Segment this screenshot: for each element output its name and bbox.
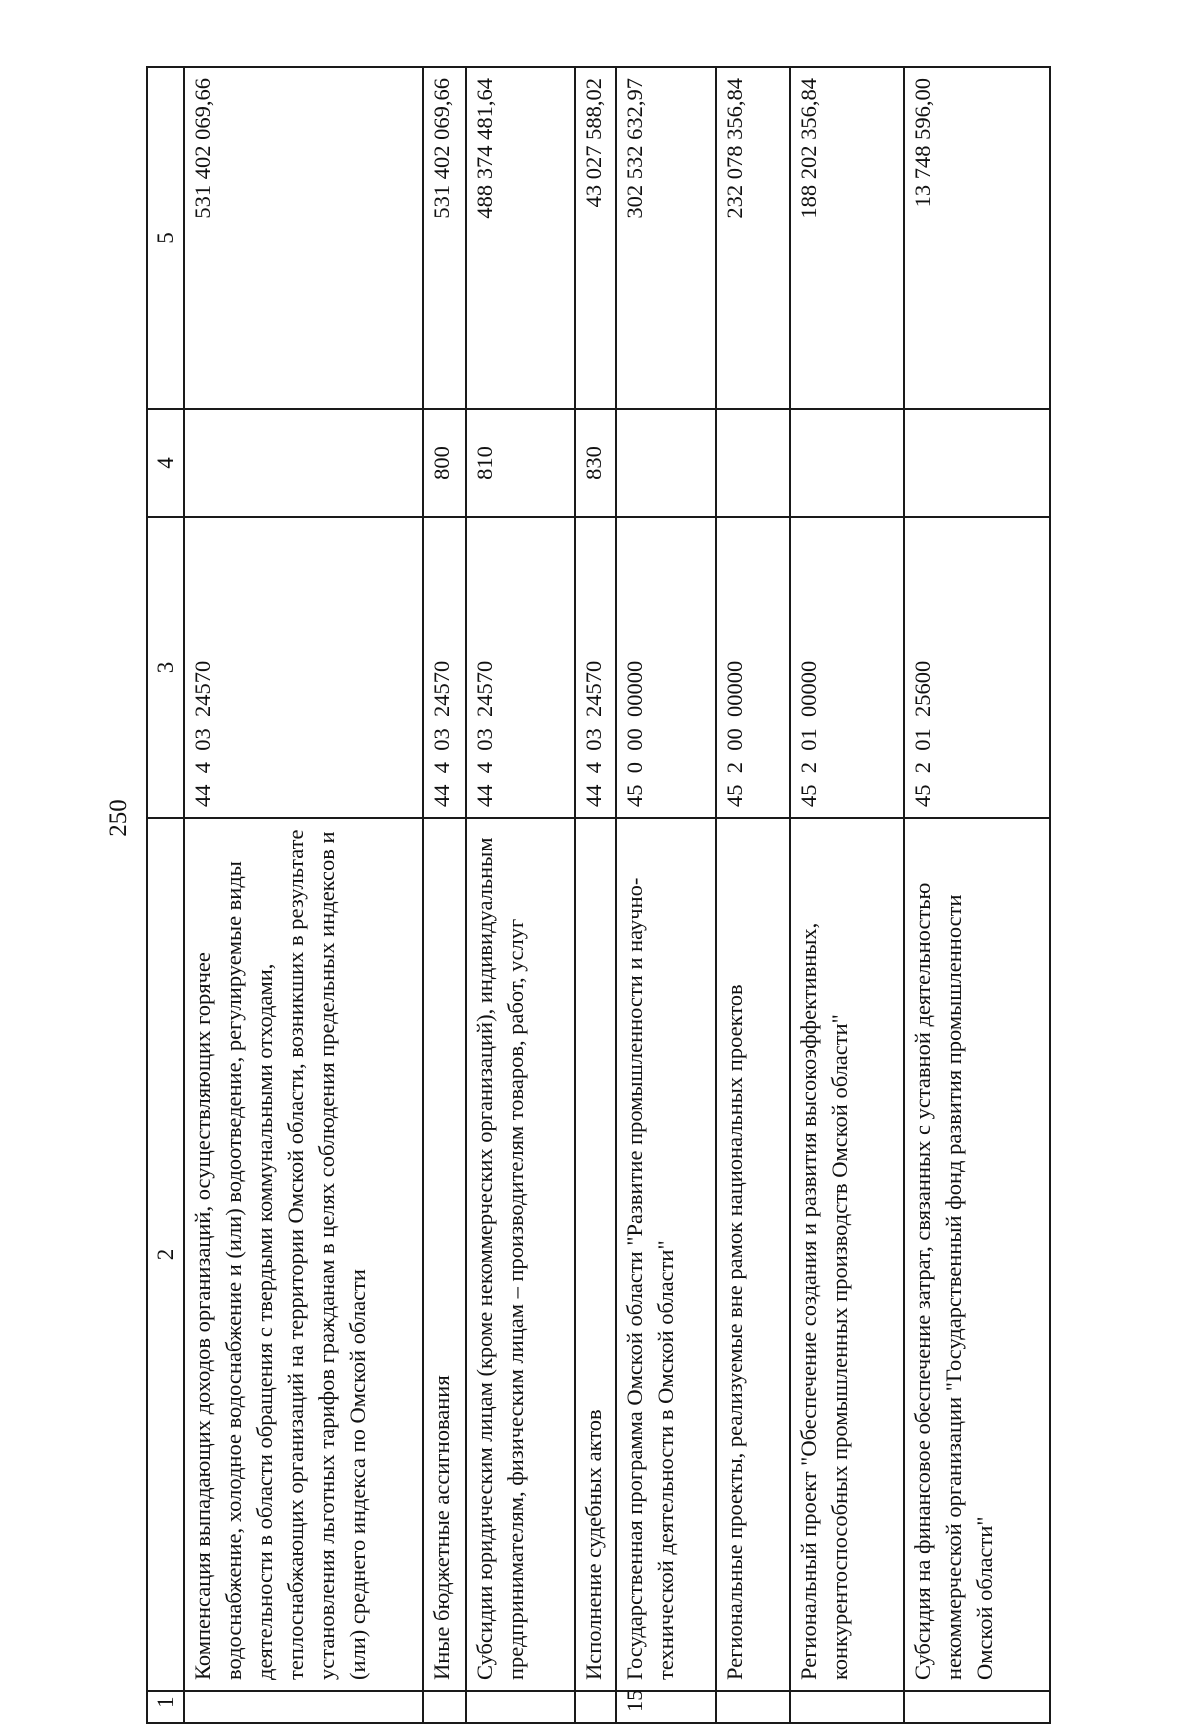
header-col-2: 2 [147,818,184,1691]
row-name: Иные бюджетные ассигнования [423,818,467,1691]
row-number [904,1691,1050,1723]
row-name: Компенсация выпадающих доходов организаций, осуществляющих горячее водоснабжение, холодное водоснабжение и (или) водоотведение, регулируемые виды деятельности в области обращения с твердыми коммунальными отходами, теплоснабжающих организаций на территории Омской области, возникших в результате установления льготных тарифов гражданам в целях соблюдения предельных индексов и (или) среднего индекса по Омской области [184,818,423,1691]
row-type [716,409,790,517]
row-code: 45 0 00 00000 [616,517,716,818]
row-amount: 13 748 596,00 [904,67,1050,409]
table-row [616,67,716,1723]
row-code: 45 2 01 00000 [790,517,904,818]
row-code: 44 4 03 24570 [466,517,575,818]
table-row [716,67,790,1723]
table-row [575,67,616,1723]
header-col-1: 1 [147,1691,184,1723]
row-number [184,1691,423,1723]
row-name: Субсидии юридическим лицам (кроме некоммерческих организаций), индивидуальным предпринимателям, физическим лицам – производителям товаров, работ, услуг [466,818,575,1691]
row-code: 45 2 01 25600 [904,517,1050,818]
row-type [790,409,904,517]
row-number [466,1691,575,1723]
row-type: 800 [423,409,467,517]
table-row [423,67,467,1723]
row-name: Исполнение судебных актов [575,818,616,1691]
row-number [423,1691,467,1723]
table-row [184,67,423,1723]
row-number [575,1691,616,1723]
row-type [904,409,1050,517]
table-header-row [147,67,184,1723]
row-code: 44 4 03 24570 [184,517,423,818]
table-row [904,67,1050,1723]
row-type: 830 [575,409,616,517]
header-col-5: 5 [147,67,184,409]
row-number: 15 [616,1691,716,1723]
table-row [466,67,575,1723]
row-name: Региональные проекты, реализуемые вне рамок национальных проектов [716,818,790,1691]
row-number [716,1691,790,1723]
row-number [790,1691,904,1723]
row-type: 810 [466,409,575,517]
row-amount: 531 402 069,66 [423,67,467,409]
row-amount: 43 027 588,02 [575,67,616,409]
row-name: Субсидия на финансовое обеспечение затрат, связанных с уставной деятельностью некоммерческой организации "Государственный фонд развития промышленности Омской области" [904,818,1050,1691]
budget-table [146,66,1051,1724]
row-code: 44 4 03 24570 [575,517,616,818]
page-number: 250 [105,799,132,837]
row-type [184,409,423,517]
header-col-3: 3 [147,517,184,818]
row-amount: 232 078 356,84 [716,67,790,409]
row-name: Государственная программа Омской области "Развитие промышленности и научно-технической деятельности в Омской области" [616,818,716,1691]
rotated-table-wrapper [146,68,1051,1724]
row-code: 45 2 00 00000 [716,517,790,818]
row-amount: 188 202 356,84 [790,67,904,409]
row-amount: 531 402 069,66 [184,67,423,409]
row-amount: 302 532 632,97 [616,67,716,409]
header-col-4: 4 [147,409,184,517]
row-amount: 488 374 481,64 [466,67,575,409]
row-type [616,409,716,517]
row-code: 44 4 03 24570 [423,517,467,818]
row-name: Региональный проект "Обеспечение создания и развития высокоэффективных, конкурентоспособных промышленных производств Омской области" [790,818,904,1691]
table-row [790,67,904,1723]
